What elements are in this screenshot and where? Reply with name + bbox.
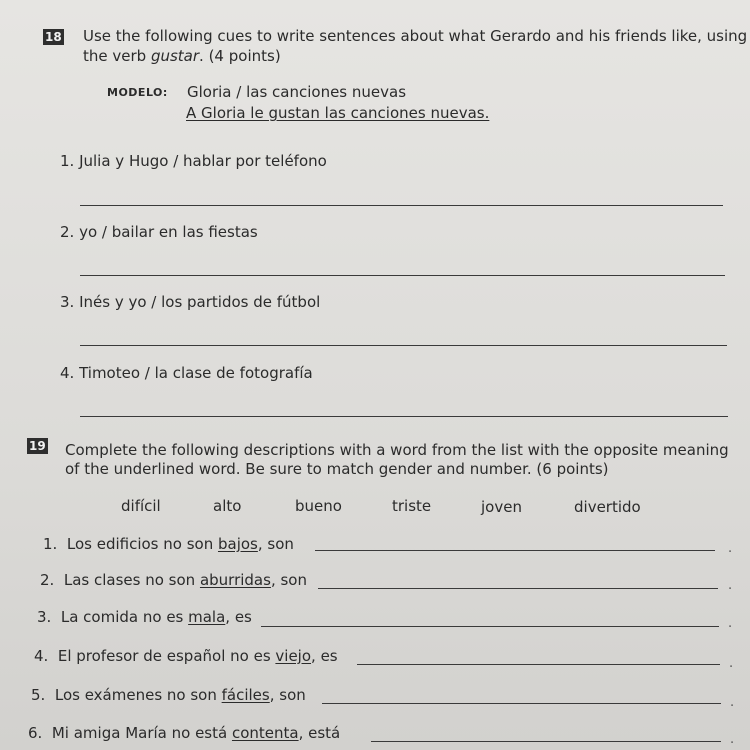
ex18-answer-line-4[interactable] [80, 416, 728, 417]
item-text-end: , es [311, 647, 338, 665]
ex19-item-4 [34, 647, 338, 665]
item-number: 4. [34, 647, 49, 665]
ex19-answer-line-4[interactable] [357, 664, 720, 665]
ex19-end-mark-2: . [728, 578, 733, 593]
item-text-end: , son [257, 535, 294, 553]
exercise-18-instruction-line2 [83, 47, 281, 65]
item-number: 3. [37, 608, 52, 626]
item-text: Mi amiga María no está [51, 724, 232, 742]
item-text: Los exámenes no son [54, 686, 222, 704]
exercise-18-instruction-line1: Use the following cues to write sentences about what Gerardo and his friends like, using [83, 27, 748, 45]
ex19-item-2 [40, 571, 307, 589]
ex18-answer-line-2[interactable] [80, 275, 725, 276]
modelo-label: MODELO: [107, 86, 168, 99]
exercise-19-instruction-line2: of the underlined word. Be sure to match gender and number. (6 points) [65, 460, 609, 478]
ex18-answer-line-1[interactable] [80, 205, 723, 206]
item-number: 1. [43, 535, 58, 553]
ex19-answer-line-3[interactable] [261, 626, 719, 627]
ex19-answer-line-6[interactable] [371, 741, 721, 742]
exercise-18-number: 18 [45, 30, 62, 44]
verb-gustar: gustar [150, 47, 200, 65]
underlined-word: aburridas [199, 571, 271, 589]
ex19-end-mark-1: . [728, 541, 733, 556]
exercise-19-number: 19 [29, 439, 46, 453]
ex18-item-3: 3. Inés y yo / los partidos de fútbol [60, 293, 321, 311]
underlined-word: fáciles [221, 686, 270, 704]
ex19-item-6 [28, 724, 340, 742]
modelo-cue: Gloria / las canciones nuevas [187, 83, 407, 101]
underlined-word: mala [188, 608, 226, 626]
ex18-item-2: 2. yo / bailar en las fiestas [60, 223, 258, 241]
item-text-end: , está [298, 724, 341, 742]
word-bank-difficult: difícil [121, 497, 161, 515]
item-number: 2. [40, 571, 55, 589]
item-text: La comida no es [60, 608, 189, 626]
item-text-end: , son [270, 571, 307, 589]
word-bank-good: bueno [295, 497, 342, 515]
ex18-item-4: 4. Timoteo / la clase de fotografía [60, 364, 313, 382]
item-text: El profesor de español no es [57, 647, 276, 665]
underlined-word: contenta [231, 724, 299, 742]
word-bank-tall: alto [213, 497, 242, 515]
ex19-answer-line-5[interactable] [322, 703, 721, 704]
item-text: Las clases no son [63, 571, 200, 589]
underlined-word: bajos [217, 535, 258, 553]
underlined-word: viejo [275, 647, 312, 665]
instruction-text-end: . (4 points) [199, 47, 281, 65]
item-number: 6. [28, 724, 43, 742]
ex19-end-mark-4: . [729, 656, 734, 671]
item-text-end: , es [225, 608, 252, 626]
word-bank-young: joven [481, 498, 522, 516]
modelo-answer: A Gloria le gustan las canciones nuevas. [186, 104, 490, 122]
instruction-text: the verb [83, 47, 151, 65]
item-text: Los edificios no son [66, 535, 218, 553]
item-number: 5. [31, 686, 46, 704]
ex19-end-mark-5: . [730, 695, 735, 710]
item-text-end: , son [269, 686, 306, 704]
ex19-item-1 [43, 535, 294, 553]
ex19-end-mark-6: . [730, 732, 735, 747]
ex19-item-5 [31, 686, 306, 704]
exercise-19-instruction-line1: Complete the following descriptions with a word from the list with the opposite meaning [65, 441, 729, 459]
ex19-end-mark-3: . [728, 616, 733, 631]
ex19-answer-line-1[interactable] [315, 550, 715, 551]
word-bank-sad: triste [392, 497, 432, 515]
ex18-answer-line-3[interactable] [80, 345, 727, 346]
ex18-item-1: 1. Julia y Hugo / hablar por teléfono [60, 152, 327, 170]
word-bank-fun: divertido [574, 498, 641, 516]
ex19-answer-line-2[interactable] [318, 588, 718, 589]
ex19-item-3 [37, 608, 252, 626]
